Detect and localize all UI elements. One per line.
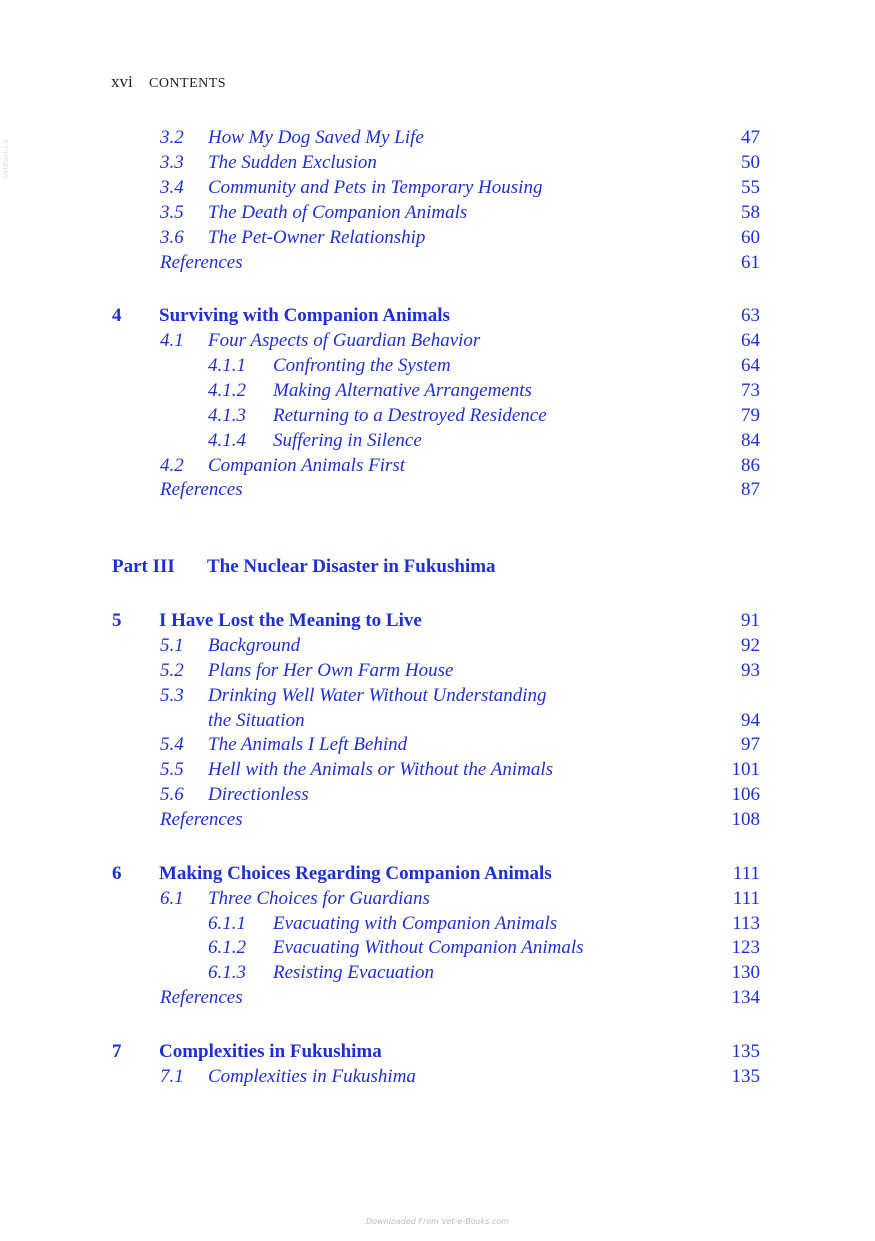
toc-entry-number: 3.2 — [160, 127, 184, 148]
running-head-label: CONTENTS — [148, 76, 227, 91]
toc-entry-title: Complexities in Fukushima — [208, 1066, 416, 1087]
part-title: The Nuclear Disaster in Fukushima — [207, 556, 496, 577]
toc-entry[interactable] — [160, 887, 760, 911]
toc-entry-number: 5.1 — [160, 635, 184, 656]
toc-entry[interactable] — [160, 201, 760, 225]
toc-entry-page: 61 — [741, 252, 760, 273]
toc-entry-title: Suffering in Silence — [273, 430, 422, 451]
toc-entry-title: Three Choices for Guardians — [208, 888, 430, 909]
toc-entry-title: References — [160, 809, 243, 830]
toc-entry-page: 86 — [741, 455, 760, 476]
toc-subentry[interactable] — [208, 379, 760, 403]
toc-entry[interactable] — [160, 454, 760, 478]
download-watermark: Downloaded From Vet-e-Books.com — [366, 1217, 509, 1226]
toc-subentry[interactable] — [208, 936, 760, 960]
toc-entry-title: The Pet-Owner Relationship — [208, 227, 426, 248]
chapter-page: 135 — [731, 1041, 760, 1062]
toc-entry-page: 84 — [741, 430, 760, 451]
toc-entry-title: References — [160, 479, 243, 500]
toc-entry[interactable] — [160, 758, 760, 782]
toc-entry-page: 101 — [731, 759, 760, 780]
toc-entry-title: Four Aspects of Guardian Behavior — [208, 330, 481, 351]
running-head — [111, 72, 226, 92]
toc-entry-page: 130 — [731, 962, 760, 983]
toc-entry-page: 106 — [731, 784, 760, 805]
chapter-number: 5 — [112, 610, 122, 631]
toc-entry-title: Returning to a Destroyed Residence — [273, 405, 547, 426]
toc-entry-title: Resisting Evacuation — [273, 962, 434, 983]
toc-entry-number: 5.3 — [160, 685, 184, 706]
toc-part-3[interactable] — [112, 555, 760, 579]
toc-entry[interactable] — [160, 783, 760, 807]
toc-entry-title: How My Dog Saved My Life — [208, 127, 424, 148]
toc-entry-page: 87 — [741, 479, 760, 500]
toc-entry-page: 97 — [741, 734, 760, 755]
toc-entry-number: 6.1 — [160, 888, 184, 909]
toc-entry-title: Plans for Her Own Farm House — [208, 660, 454, 681]
chapter-number: 4 — [112, 305, 122, 326]
toc-entry-number: 5.6 — [160, 784, 184, 805]
toc-entry-page: 50 — [741, 152, 760, 173]
chapter-page: 91 — [741, 610, 760, 631]
toc-entry[interactable] — [160, 226, 760, 250]
toc-entry-number: 4.2 — [160, 455, 184, 476]
toc-entry-page: 64 — [741, 355, 760, 376]
toc-entry[interactable] — [160, 634, 760, 658]
toc-entry-number: 3.5 — [160, 202, 184, 223]
toc-references[interactable] — [160, 986, 760, 1010]
toc-entry-page: 135 — [731, 1066, 760, 1087]
toc-entry-page: 134 — [731, 987, 760, 1008]
toc-subentry[interactable] — [208, 404, 760, 428]
chapter-title: Surviving with Companion Animals — [159, 305, 450, 326]
toc-entry-title: the Situation — [208, 710, 305, 731]
toc-subentry[interactable] — [208, 429, 760, 453]
toc-entry-title: Drinking Well Water Without Understanding — [208, 685, 547, 706]
chapter-page: 111 — [732, 863, 760, 884]
toc-entry[interactable] — [160, 684, 760, 708]
toc-entry-page: 92 — [741, 635, 760, 656]
toc-entry[interactable] — [160, 1065, 760, 1089]
toc-entry-page: 79 — [741, 405, 760, 426]
toc-entry-number: 6.1.3 — [208, 962, 246, 983]
toc-entry-title: References — [160, 252, 243, 273]
toc-entry-page: 58 — [741, 202, 760, 223]
toc-subentry[interactable] — [208, 354, 760, 378]
chapter-title: Complexities in Fukushima — [159, 1041, 382, 1062]
toc-entry-page: 93 — [741, 660, 760, 681]
toc-entry-title: The Sudden Exclusion — [208, 152, 377, 173]
part-number: Part III — [112, 556, 175, 577]
toc-entry-page: 108 — [731, 809, 760, 830]
toc-entry-number: 5.4 — [160, 734, 184, 755]
toc-entry-page: 64 — [741, 330, 760, 351]
toc-entry-title: Making Alternative Arrangements — [273, 380, 532, 401]
toc-entry-number: 7.1 — [160, 1066, 184, 1087]
chapter-number: 6 — [112, 863, 122, 884]
toc-entry-number: 4.1.2 — [208, 380, 246, 401]
toc-subentry[interactable] — [208, 912, 760, 936]
toc-entry[interactable] — [160, 733, 760, 757]
toc-entry-number: 4.1.3 — [208, 405, 246, 426]
toc-references[interactable] — [160, 251, 760, 275]
toc-subentry[interactable] — [208, 961, 760, 985]
toc-entry-title: Directionless — [208, 784, 309, 805]
toc-entry-page: 111 — [732, 888, 760, 909]
toc-entry[interactable] — [160, 176, 760, 200]
toc-entry-number: 3.4 — [160, 177, 184, 198]
chapter-number: 7 — [112, 1041, 122, 1062]
toc-chapter-5[interactable] — [112, 609, 760, 633]
toc-entry-number: 3.3 — [160, 152, 184, 173]
toc-entry-title: Hell with the Animals or Without the Animals — [208, 759, 553, 780]
toc-entry-title: Community and Pets in Temporary Housing — [208, 177, 543, 198]
side-watermark: VetBooks.ir — [2, 138, 10, 178]
toc-entry[interactable] — [160, 659, 760, 683]
toc-chapter-7[interactable] — [112, 1040, 760, 1064]
toc-entry-number: 4.1.1 — [208, 355, 246, 376]
chapter-title: Making Choices Regarding Companion Animals — [159, 863, 552, 884]
toc-entry-number: 4.1 — [160, 330, 184, 351]
toc-entry-title: The Death of Companion Animals — [208, 202, 468, 223]
toc-references[interactable] — [160, 478, 760, 502]
toc-chapter-6[interactable] — [112, 862, 760, 886]
chapter-title: I Have Lost the Meaning to Live — [159, 610, 422, 631]
toc-entry-number: 4.1.4 — [208, 430, 246, 451]
toc-entry-page: 47 — [741, 127, 760, 148]
toc-entry-page: 60 — [741, 227, 760, 248]
toc-references[interactable] — [160, 808, 760, 832]
toc-entry-continuation[interactable] — [160, 709, 760, 733]
chapter-page: 63 — [741, 305, 760, 326]
toc-entry-title: References — [160, 987, 243, 1008]
toc-entry-page: 73 — [741, 380, 760, 401]
toc-entry-title: Companion Animals First — [208, 455, 406, 476]
toc-entry-title: Background — [208, 635, 301, 656]
toc-entry-title: Evacuating Without Companion Animals — [273, 937, 584, 958]
toc-entry-title: Evacuating with Companion Animals — [273, 913, 558, 934]
toc-entry-number: 5.2 — [160, 660, 184, 681]
toc-entry-number: 6.1.1 — [208, 913, 246, 934]
toc-entry-number: 6.1.2 — [208, 937, 246, 958]
toc-entry[interactable] — [160, 126, 760, 150]
toc-entry-number: 5.5 — [160, 759, 184, 780]
toc-entry[interactable] — [160, 151, 760, 175]
toc-entry-page: 94 — [741, 710, 760, 731]
toc-entry-title: The Animals I Left Behind — [208, 734, 408, 755]
toc-entry-page: 113 — [732, 913, 760, 934]
toc-entry[interactable] — [160, 329, 760, 353]
toc-entry-number: 3.6 — [160, 227, 184, 248]
page-folio: xvi — [111, 72, 133, 91]
toc-entry-page: 123 — [731, 937, 760, 958]
toc-entry-page: 55 — [741, 177, 760, 198]
toc-chapter-4[interactable] — [112, 304, 760, 328]
toc-entry-title: Confronting the System — [273, 355, 451, 376]
